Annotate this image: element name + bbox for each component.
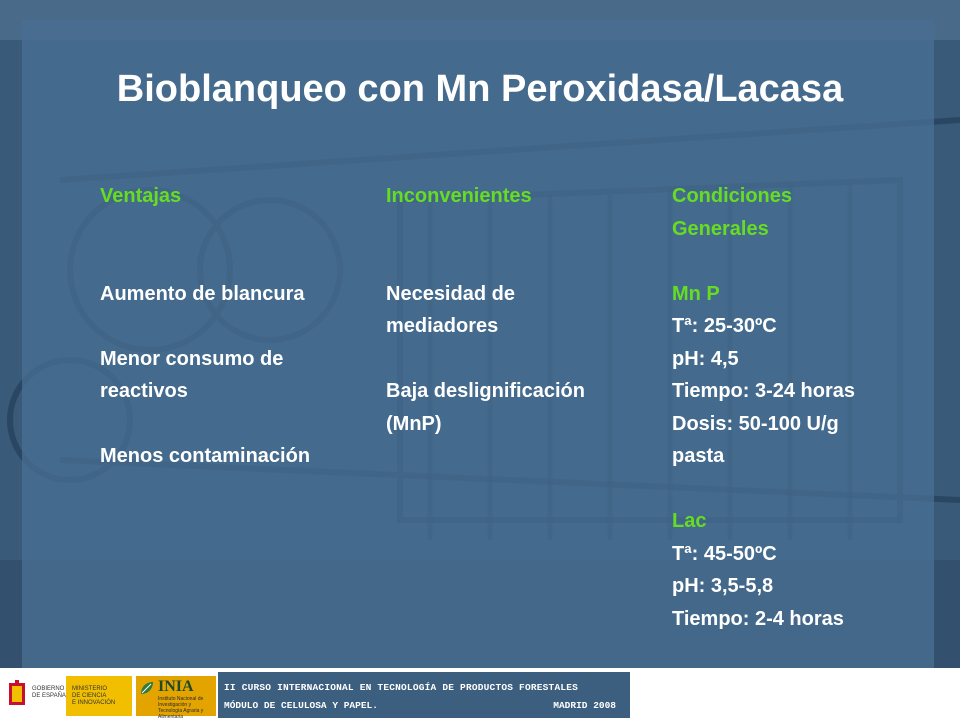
inconvenientes-item: mediadores [386,315,499,337]
course-place: MADRID 2008 [553,700,616,711]
coat-of-arms-icon [6,680,28,710]
ventajas-item: Menor consumo de [100,347,284,370]
gov-line: DE ESPAÑA [32,693,66,699]
lac-time: Tiempo: 2-4 horas [672,607,844,630]
lac-label: Lac [672,510,707,532]
ministry-line: MINISTERIO [72,686,108,692]
course-title: II CURSO INTERNACIONAL EN TECNOLOGÍA DE PRODUCTOS FORESTALES [224,682,579,693]
mnp-ph: pH: 4,5 [672,347,739,370]
leaf-icon [139,680,155,696]
column-ventajas [100,180,310,473]
column-condiciones [672,180,855,635]
ventajas-item: Aumento de blancura [100,282,305,305]
course-banner [218,672,630,718]
ventajas-item: reactivos [100,380,188,402]
inconvenientes-header: Inconvenientes [386,185,532,207]
mnp-dose: pasta [672,445,725,467]
mnp-time: Tiempo: 3-24 horas [672,380,856,402]
gobierno-logo [6,676,66,716]
ministerio-logo [66,676,132,716]
inia-name: INIA [158,678,194,695]
column-inconvenientes [386,180,585,440]
ventajas-header: Ventajas [100,185,182,207]
ministry-line: DE CIENCIA [72,693,107,699]
lac-temp: Tª: 45-50ºC [672,542,777,565]
gov-line: GOBIERNO [32,686,65,692]
ventajas-item: Menos contaminación [100,445,311,467]
inconvenientes-item: Necesidad de [386,282,515,305]
slide-title: Bioblanqueo con Mn Peroxidasa/Lacasa [116,68,844,110]
inia-logo [136,676,216,720]
condiciones-header: Condiciones [672,185,793,207]
course-module: MÓDULO DE CELULOSA Y PAPEL. [224,700,378,711]
mnp-dose: Dosis: 50-100 U/g [672,412,839,435]
inconvenientes-item: (MnP) [386,412,442,435]
ministry-line: E INNOVACIÓN [72,700,116,706]
condiciones-header: Generales [672,217,769,240]
inconvenientes-item: Baja deslignificación [386,380,585,402]
lac-ph: pH: 3,5-5,8 [672,575,774,597]
mnp-label: Mn P [672,282,720,305]
inia-subtitle: Instituto Nacional de Investigación y Tecnología Agraria y Alimentaria [158,696,204,720]
mnp-temp: Tª: 25-30ºC [672,315,777,337]
